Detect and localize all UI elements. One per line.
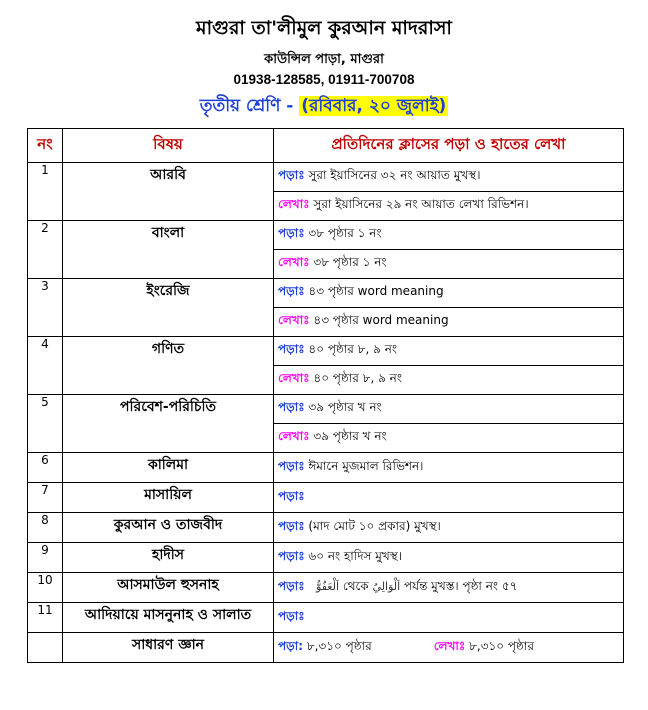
- row-subject: কুরআন ও তাজবীদ: [63, 513, 274, 543]
- row-subject: মাসায়িল: [63, 483, 274, 513]
- row-subject: আরবি: [63, 163, 274, 221]
- read-label: পড়াঃ: [278, 342, 305, 356]
- read-entry: [274, 513, 624, 543]
- row-subject: ইংরেজি: [63, 279, 274, 337]
- read-text: ৪৩ পৃষ্ঠার word meaning: [308, 284, 444, 298]
- read-entry: [274, 543, 624, 573]
- read-label: পড়া:: [278, 638, 303, 653]
- read-label: পড়াঃ: [278, 578, 305, 593]
- table-row: [28, 543, 624, 573]
- day-label: (রবিবার, ২০ জুলাই): [301, 96, 447, 116]
- read-label: পড়াঃ: [278, 284, 305, 298]
- read-label: পড়াঃ: [278, 488, 305, 503]
- arabic-name-end: اَلْوَالِيُ: [372, 579, 401, 593]
- write-entry: [274, 424, 624, 453]
- write-text: ৪৩ পৃষ্ঠার word meaning: [313, 313, 449, 327]
- school-address: কাউন্সিল পাড়া, মাগুরা: [264, 52, 384, 67]
- row-number: 11: [28, 603, 63, 633]
- class-label: তৃতীয় শ্রেণি -: [199, 96, 294, 116]
- row-number: 6: [28, 453, 63, 483]
- read-text: ঈমানে মুজমাল রিভিশন।: [308, 458, 424, 473]
- header-subject: বিষয়: [63, 129, 274, 163]
- write-label: লেখাঃ: [278, 371, 310, 385]
- row-number: 10: [28, 573, 63, 603]
- arabic-name-start: اَلْعَفُوُّ: [316, 579, 340, 593]
- read-entry: [274, 453, 624, 483]
- row-subject: বাংলা: [63, 221, 274, 279]
- table-row: [28, 573, 624, 603]
- class-title: [0, 93, 648, 121]
- read-label: পড়াঃ: [278, 458, 305, 473]
- read-text: ৩৯ পৃষ্ঠার খ নং: [308, 400, 382, 414]
- row-number: 2: [28, 221, 63, 279]
- write-label: লেখাঃ: [278, 197, 310, 211]
- read-entry: [274, 337, 624, 366]
- write-text: ৩৮ পৃষ্ঠার ১ নং: [313, 255, 387, 269]
- read-text-mid: থেকে: [342, 578, 369, 593]
- row-subject: কালিমা: [63, 453, 274, 483]
- row-number: 4: [28, 337, 63, 395]
- row-subject: আসমাউল হুসনাহ: [63, 573, 274, 603]
- row-number: 1: [28, 163, 63, 221]
- write-entry: [274, 192, 624, 221]
- row-subject: সাধারণ জ্ঞান: [63, 633, 274, 663]
- write-entry: [274, 250, 624, 279]
- write-label: লেখাঃ: [278, 255, 310, 269]
- write-text: ৩৯ পৃষ্ঠার খ নং: [313, 429, 387, 443]
- read-text: ৮,৩১০ পৃষ্ঠার: [306, 638, 372, 653]
- read-label: পড়াঃ: [278, 226, 305, 240]
- read-text: ৪০ পৃষ্ঠার ৮, ৯ নং: [308, 342, 398, 356]
- table-row: [28, 453, 624, 483]
- read-text-post: পর্যন্ত মুখস্ত। পৃষ্ঠা নং ৫৭: [404, 578, 518, 593]
- row-subject: হাদীস: [63, 543, 274, 573]
- row-number: 5: [28, 395, 63, 453]
- school-name: মাগুরা তা'লীমুল কুরআন মাদরাসা: [196, 17, 452, 39]
- table-row: [28, 163, 624, 192]
- read-entry: [274, 603, 624, 633]
- phone-numbers: 01938-128585, 01911-700708: [233, 72, 415, 87]
- row-number: 8: [28, 513, 63, 543]
- table-row: [28, 603, 624, 633]
- write-entry: [274, 308, 624, 337]
- row-number: 3: [28, 279, 63, 337]
- row-subject: গণিত: [63, 337, 274, 395]
- read-label: পড়াঃ: [278, 608, 305, 623]
- table-row: [28, 513, 624, 543]
- table-row: [28, 633, 624, 663]
- write-label: লেখাঃ: [278, 313, 310, 327]
- read-entry: [274, 483, 624, 513]
- write-text: ৪০ পৃষ্ঠার ৮, ৯ নং: [313, 371, 403, 385]
- table-row: [28, 483, 624, 513]
- read-text: ৬০ নং হাদিস মুখস্থ।: [308, 548, 403, 563]
- read-text: সুরা ইয়াসিনের ৩২ নং আয়াত মুখস্থ।: [308, 168, 481, 182]
- read-entry: [274, 573, 624, 603]
- read-entry: [274, 279, 624, 308]
- header-number: নং: [28, 129, 63, 163]
- read-text: (মাদ মোট ১০ প্রকার) মুখস্থ।: [308, 518, 441, 533]
- table-row: [28, 279, 624, 308]
- write-text: সুরা ইয়াসিনের ২৯ নং আয়াত লেখা রিভিশন।: [313, 197, 529, 211]
- row-subject: পরিবেশ-পরিচিতি: [63, 395, 274, 453]
- read-entry: [274, 395, 624, 424]
- read-write-entry: [274, 633, 624, 663]
- write-text: ৮,৩১০ পৃষ্ঠার: [469, 638, 534, 653]
- table-row: [28, 395, 624, 424]
- read-entry: [274, 221, 624, 250]
- read-label: পড়াঃ: [278, 400, 305, 414]
- read-text: ৩৮ পৃষ্ঠার ১ নং: [308, 226, 382, 240]
- row-number: 7: [28, 483, 63, 513]
- table-header-row: [28, 129, 624, 163]
- read-entry: [274, 163, 624, 192]
- write-entry: [274, 366, 624, 395]
- header-daily-task: প্রতিদিনের ক্লাসের পড়া ও হাতের লেখা: [274, 129, 624, 163]
- routine-table: [27, 128, 624, 663]
- row-subject: আদিয়ায়ে মাসনুনাহ ও সালাত: [63, 603, 274, 633]
- write-label: লেখাঃ: [278, 429, 310, 443]
- row-number: [28, 633, 63, 663]
- table-row: [28, 221, 624, 250]
- read-label: পড়াঃ: [278, 548, 305, 563]
- read-label: পড়াঃ: [278, 518, 305, 533]
- read-label: পড়াঃ: [278, 168, 305, 182]
- row-number: 9: [28, 543, 63, 573]
- table-row: [28, 337, 624, 366]
- write-label: লেখাঃ: [433, 638, 466, 653]
